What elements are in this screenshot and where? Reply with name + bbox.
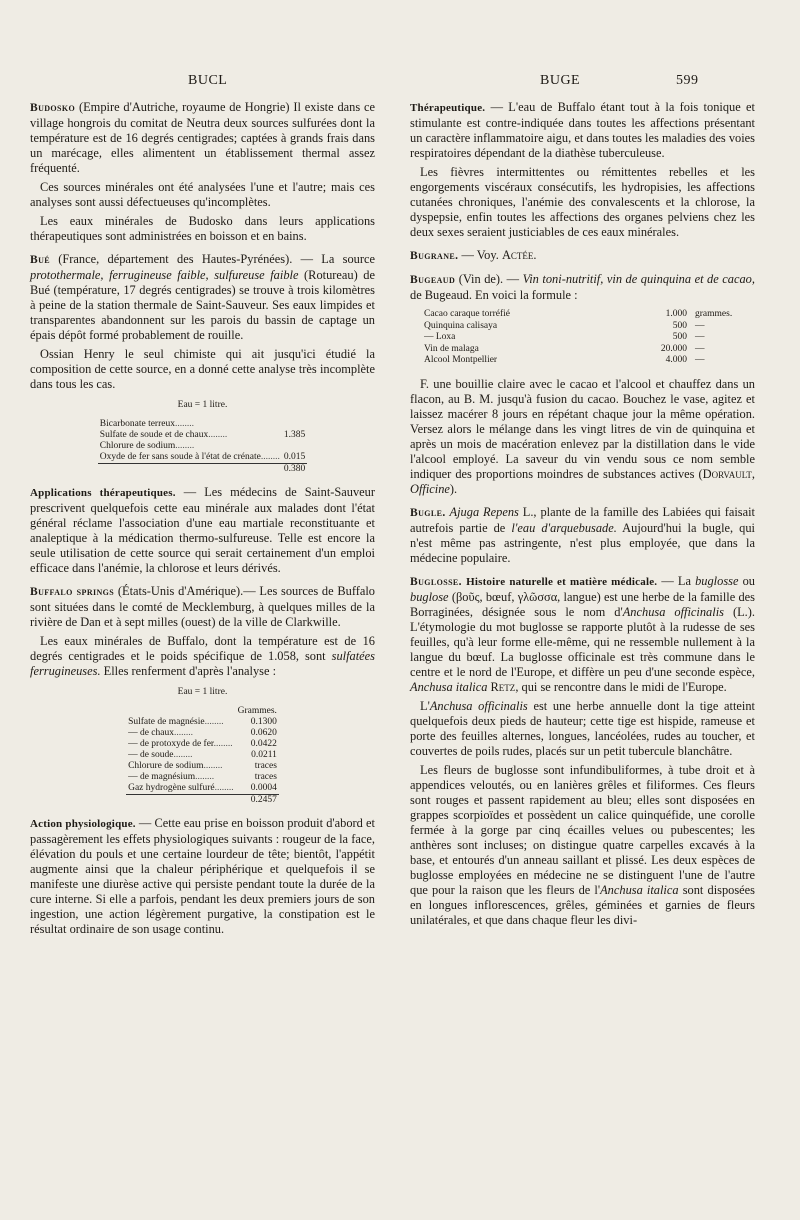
entry-budosko: Budosko (Empire d'Autriche, royaume de Hongrie) Il existe dans ce village hongrois du comitat de Neutra deux sources sulfurées dont la température est de 16 degrés centigrades; captées à grands frais dans un marécage, elles alimentent un établissement thermal assez fréquenté. [30, 100, 375, 175]
subheading: Applications thérapeutiques. [30, 487, 176, 499]
paragraph: L'Anchusa officinalis est une herbe annuelle dont la tige atteint quelquefois deux pieds de hauteur; cette tige est hispide, rameuse et porte des feuilles alternes, longues, lancéolées, rudes au toucher, et couvertes de poils rudes, placés sur un petit tubercule blanchâtre. [410, 698, 755, 758]
formula-table [424, 309, 755, 367]
left-column [30, 100, 375, 941]
table-row: — de protoxyde de fer........ 0.0422 [128, 739, 277, 749]
paragraph: Les fièvres intermittentes ou rémittentes rebelles et les engorgements viscéraux consécutifs, les hydropisies, les affections cutanées chroniques, l'anémie des convalescents et la chlorose, la dyspepsie, enfin toutes les affections des organes pelviens chez les deux sexes seraient justiciables de ces eaux minérales. [410, 165, 755, 239]
section-therapeutique: Thérapeutique. — L'eau de Buffalo étant tout à la fois tonique et stimulante est contre-indiquée dans toutes les affections présentant un caractère inflammatoire aigu, et dans toutes les maladies des voies respiratoires dépendant de la diathèse tuberculeuse. [410, 100, 755, 160]
headword: Buffalo springs [30, 586, 115, 598]
table-row: Bicarbonate terreux........ [99, 419, 194, 429]
headword: Buglosse. [410, 575, 462, 588]
table-row: Oxyde de fer sans soude à l'état de crénate........ 0.015 [99, 452, 306, 462]
section-applications: Applications thérapeutiques. — Les médecins de Saint-Sauveur prescrivent quelquefois cette eau minérale aux malades dont l'état général réclame l'association d'une eau martiale reconstituante et analeptique à la médication thermo-sulfureuse. Telle est encore la seule utilisation de cette source qui serait certainement d'un emploi efficace dans l'anémie, la chlorose et leurs dérivés. [30, 485, 375, 575]
table-row: Sulfate de soude et de chaux........ 1.385 [99, 430, 306, 440]
page-number: 599 [676, 73, 699, 88]
paragraph: Ossian Henry le seul chimiste qui ait jusqu'ici étudié la composition de cette source, en a donné cette analyse très incomplète dans tous les cas. [30, 347, 375, 391]
paragraph: Les fleurs de buglosse sont infundibuliformes, à tube droit et à appendices veloutés, ou en lanières grêles et filiformes. Ces fleurs sont rouges et passent rapidement au bleu; elles sont disposées en grappes scorpioïdes et possèdent un calice quinquéfide, une corolle fermée à la gorge par cinq écailles velues ou pubescentes; les anthères sont incluses; on distingue quatre carpelles excavés à la base, et entourés d'un anneau saillant et plissé. Les deux espèces de buglosse employées en médecine ne se distinguent l'une de l'autre que pour la raison que les fleurs de l'Anchusa italica sont disposées en longues inflorescences, grêles, géminées et garnies de fleurs unilatérales, et que dans chaque fleur les divi- [410, 762, 755, 927]
table-row: Chlorure de sodium........ [99, 441, 195, 451]
table-title: Eau = 1 litre. [177, 400, 228, 410]
entry-buglosse: Buglosse. Histoire naturelle et matière médicale. — La buglosse ou buglose (βοῦς, bœuf, γλῶσσα, langue) est une herbe de la famille des Borraginées, désignée sous le nom d'Anchusa officinalis (L.). L'étymologie du mot buglosse se rapporte plutôt à la rudesse de ses feuilles, qu'à leur forme elle-même, qui ne ressemble nullement à la langue du bœuf. La buglosse officinale est très commune dans le centre et le nord de l'Europe, et diffère un peu d'une seconde espèce, Anchusa italica Retz, qui se rencontre dans le midi de l'Europe. [410, 573, 755, 694]
entry-bue: Bué (France, département des Hautes-Pyrénées). — La source protothermale, ferrugineuse faible, sulfureuse faible (Rotureau) de Bué (température, 17 degrés centigrades) se trouve à trois kilomètres à peine de la station thermale de Saint-Sauveur. Ses eaux limpides et transparentes abandonnent sur les parois du bassin de captage un épais dépôt formé probablement de rouille. [30, 252, 375, 342]
table-row: Chlorure de sodium........ traces [128, 761, 277, 771]
headword: Bugle. [410, 506, 446, 519]
paragraph: F. une bouillie claire avec le cacao et l'alcool et chauffez dans un flacon, au B. M. jusqu'à fusion du cacao. Bouchez le vase, agitez et laissez macérer 8 jours en répétant chaque jour la même opération. Versez alors le mélange dans les vingt litres de vin de quinquina et après un mois de macération enlevez par la distillation dans le vide l'alcool employé. La saveur du vin vendu sous ce nom semble indiquer des proportions moindres de substances actives (Dorvault, Officine). [410, 376, 755, 496]
headword: Bué [30, 254, 50, 266]
table-unit-row: Grammes. [237, 706, 277, 716]
formula-row: Cacao caraque torréfié 1.000 grammes. [424, 309, 733, 319]
subheading: Histoire naturelle et matière médicale. [466, 575, 658, 588]
table-total-row: 0.380 [98, 464, 307, 476]
headword: Bugrane. [410, 250, 459, 262]
headword: Budosko [30, 102, 76, 114]
table-row: — de chaux........ 0.0620 [128, 728, 277, 738]
paragraph: Les eaux minérales de Buffalo, dont la température est de 16 degrés centigrades et le poids spécifique de 1.058, sont sulfatées ferrugineuses. Elles renferment d'après l'analyse : [30, 634, 376, 678]
paragraph: Les eaux minérales de Budosko dans leurs applications thérapeutiques sont administrées en boisson et en bains. [30, 214, 375, 243]
running-head-center: BUGE [540, 73, 581, 88]
table-row: Sulfate de magnésie........ 0.1300 [128, 717, 277, 727]
table-row: Gaz hydrogène sulfuré........ 0.0004 [128, 783, 277, 793]
table-row: — de soude........ 0.0211 [128, 750, 277, 760]
right-column [410, 100, 755, 932]
subheading: Action physiologique. [30, 818, 136, 830]
section-action-physiologique: Action physiologique. — Cette eau prise en boisson produit d'abord et passagèrement les effets physiologiques suivants : rougeur de la face, élévation du pouls et une certaine lourdeur de tête; bientôt, l'appétit augmente ainsi que la chaleur périphérique et quelquefois il se manifeste une diurèse active qui persiste pendant toute la durée de la cure interne. Si elle a parfois, pendant les deux premiers jours de son ingestion, une action légèrement purgative, la constipation est le résultat ordinaire de son usage continu. [30, 816, 375, 936]
entry-buffalo-springs: Buffalo springs (États-Unis d'Amérique).— Les sources de Buffalo sont situées dans le comté de Mecklemburg, à quelques milles de la rivière de Dan et à sept milles (ouest) de la ville de Clarkwille. [30, 584, 375, 629]
subheading: Thérapeutique. [410, 102, 486, 114]
headword: Bugeaud [410, 274, 456, 286]
analysis-table-bue [98, 419, 307, 475]
formula-row: Alcool Montpellier 4.000 — [424, 355, 705, 365]
formula-row: Quinquina calisaya 500 — [424, 320, 705, 331]
entry-bugle: Bugle. Ajuga Repens L., plante de la famille des Labiées qui faisait autrefois partie de l'eau d'arquebusade. Aujourd'hui la bugle, qui n'est même pas astringente, n'est plus employée, que dans la médecine populaire. [410, 504, 755, 565]
formula-row: Vin de malaga 20.000 — [424, 343, 705, 354]
paragraph: Ces sources minérales ont été analysées l'une et l'autre; mais ces analyses sont aussi défectueuses qu'incomplètes. [30, 180, 375, 209]
table-title: Eau = 1 litre. [177, 687, 228, 697]
running-head-left: BUCL [188, 73, 228, 88]
cross-reference: Actée. [501, 248, 537, 262]
analysis-table-buffalo [126, 706, 279, 806]
formula-row: — Loxa 500 — [424, 332, 705, 342]
entry-bugrane: Bugrane. — Voy. Actée. [410, 248, 537, 262]
table-total-row: 0.2457 [126, 795, 279, 807]
table-row: — de magnésium........ traces [128, 772, 277, 782]
entry-bugeaud: Bugeaud (Vin de). — Vin toni-nutritif, vin de quinquina et de cacao, de Bugeaud. En voici la formule : [410, 272, 755, 302]
